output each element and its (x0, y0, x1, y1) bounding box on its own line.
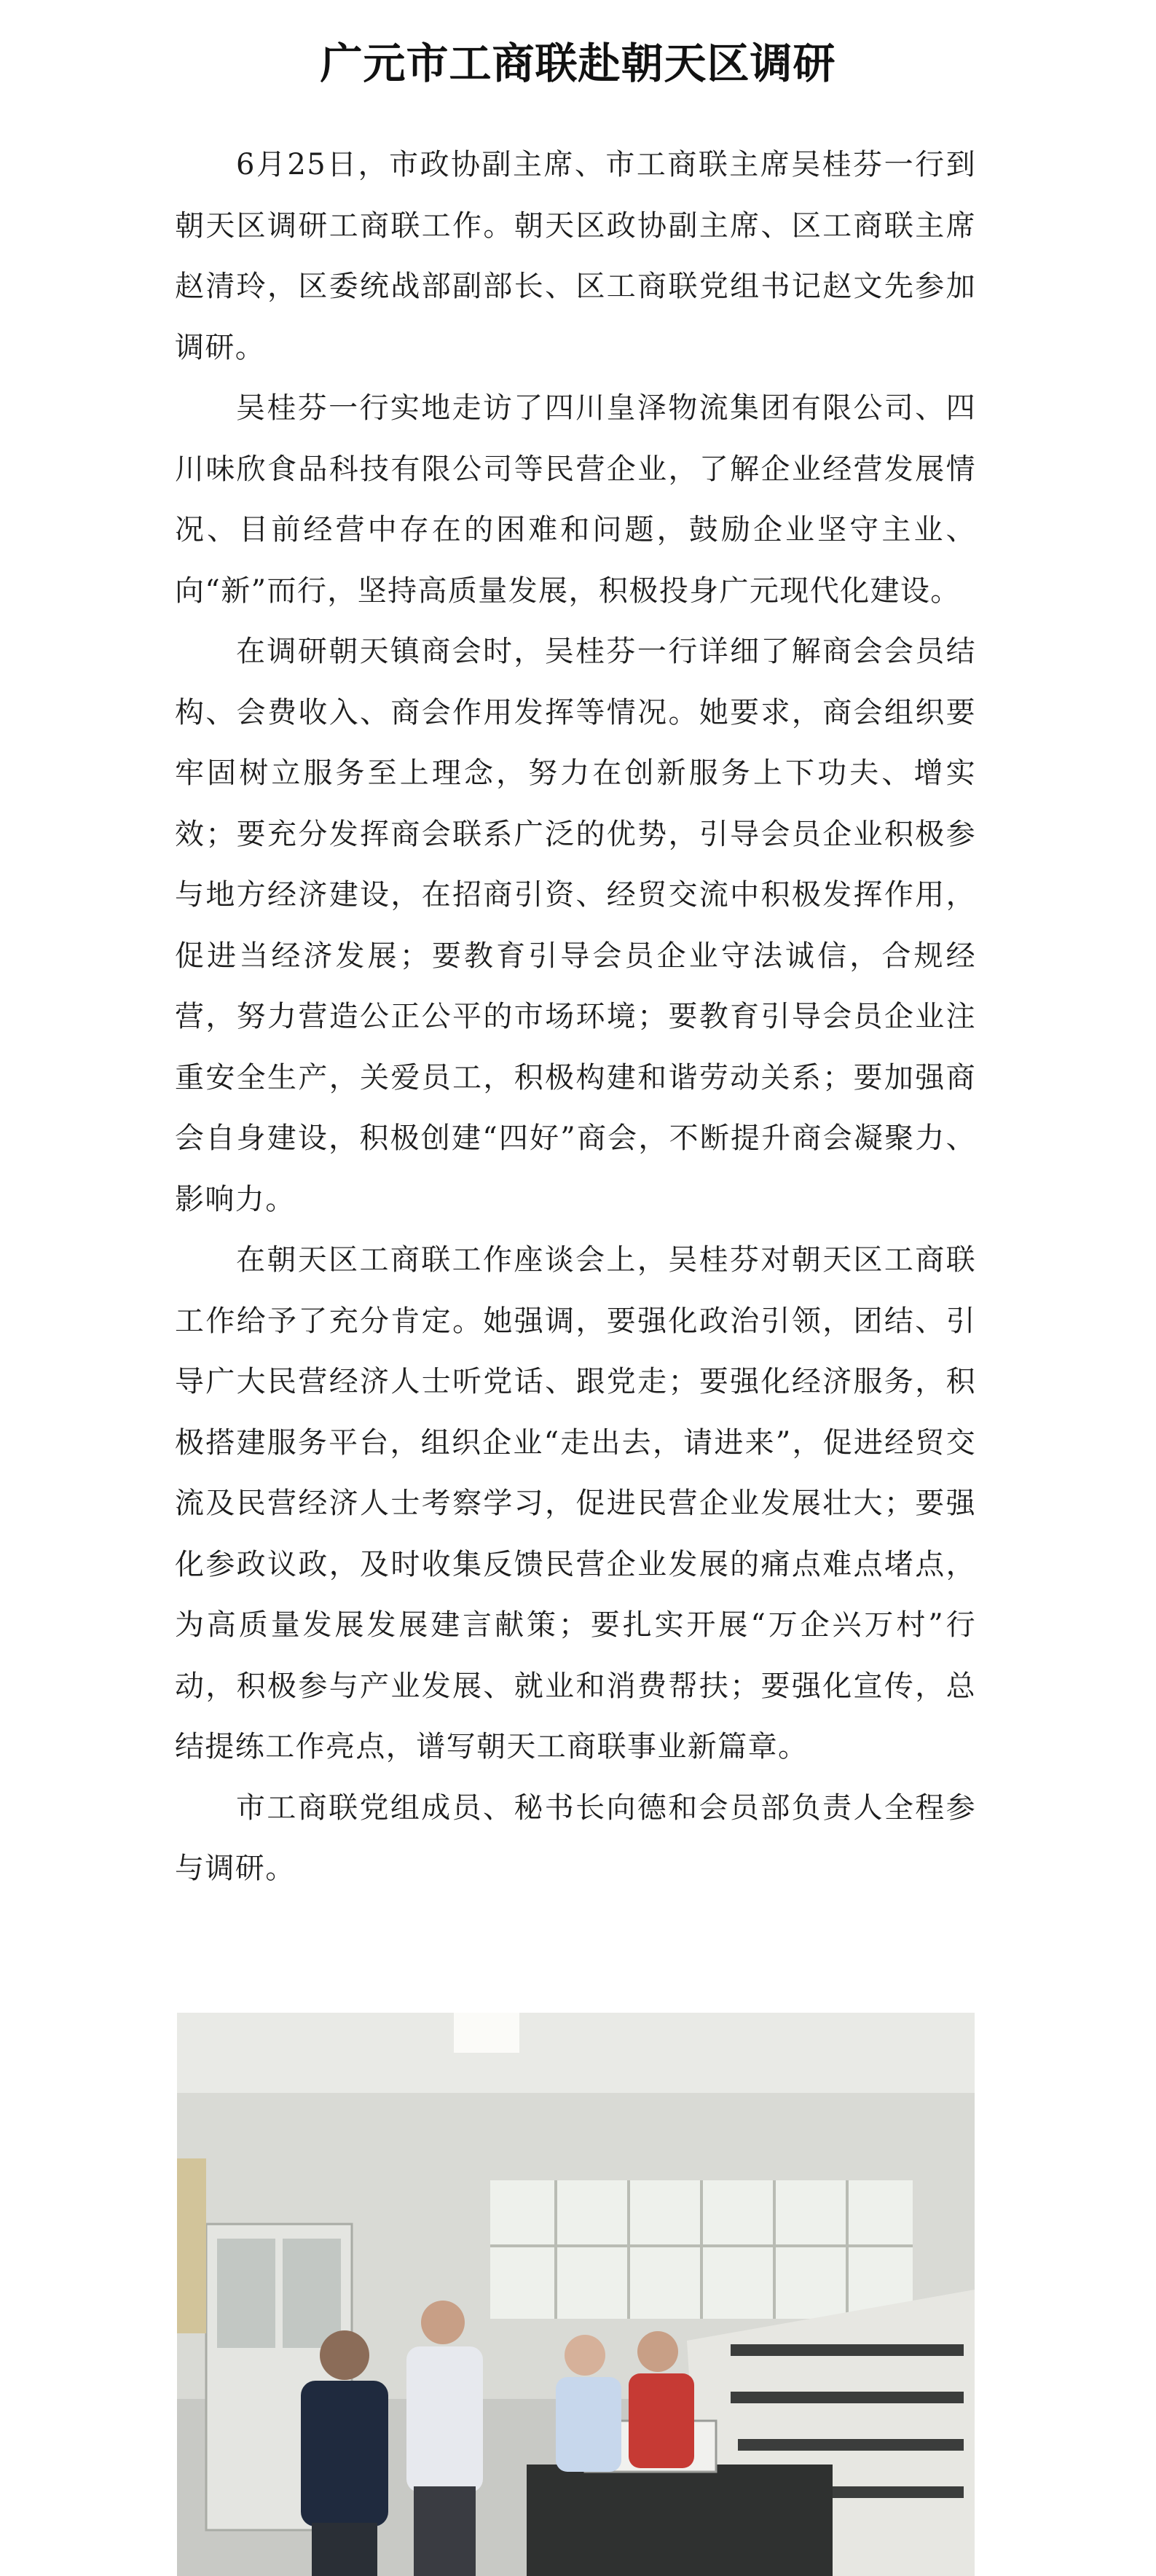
article-body (175, 135, 976, 1900)
paragraph-symposium: 在朝天区工商联工作座谈会上，吴桂芬对朝天区工商联工作给予了充分肯定。她强调，要强化政治引领，团结、引导广大民营经济人士听党话、跟党走；要强化经济服务，积极搭建服务平台，组织企业“走出去，请进来”，促进经贸交流及民营经济人士考察学习，促进民营企业发展壮大；要强化参政议政，及时收集反馈民营企业发展的痛点难点堵点，为高质量发展发展建言献策；要扎实开展“万企兴万村”行动，积极参与产业发展、就业和消费帮扶；要强化宣传，总结提练工作亮点，谱写朝天工商联事业新篇章。 (175, 1243, 976, 1763)
paragraph-chamber-survey: 在调研朝天镇商会时，吴桂芬一行详细了解商会会员结构、会费收入、商会作用发挥等情况。她要求，商会组织要牢固树立服务至上理念，努力在创新服务上下功夫、增实效；要充分发挥商会联系广泛的优势，引导会员企业积极参与地方经济建设，在招商引资、经贸交流中积极发挥作用，促进当经济发展；要教育引导会员企业守法诚信，合规经营，努力营造公正公平的市场环境；要教育引导会员企业注重安全生产，关爱员工，积极构建和谐劳动关系；要加强商会自身建设，积极创建“四好”商会，不断提升商会凝聚力、影响力。 (175, 635, 976, 1216)
article-title: 广元市工商联赴朝天区调研 (320, 38, 836, 88)
paragraph-participants: 市工商联党组成员、秘书长向德和会员部负责人全程参与调研。 (175, 1790, 976, 1885)
paragraph-enterprise-visit: 吴桂芬一行实地走访了四川皇泽物流集团有限公司、四川味欣食品科技有限公司等民营企业，了解企业经营发展情况、目前经营中存在的困难和问题，鼓励企业坚守主业、向“新”而行，坚持高质量发展，积极投身广元现代化建设。 (175, 391, 976, 608)
photo-cabinet-glass (283, 2239, 341, 2348)
photo-wall-poster (177, 2158, 206, 2333)
photo-ceiling-light (454, 2013, 519, 2053)
photo-ceiling (177, 2013, 975, 2100)
photo-cabinet-glass (217, 2239, 275, 2348)
photo-lab-bench (527, 2465, 833, 2576)
article-photo (177, 2013, 975, 2576)
paragraph-intro: 6月25日，市政协副主席、市工商联主席吴桂芬一行到朝天区调研工商联工作。朝天区政协副主席、区工商联主席赵清玲，区委统战部副部长、区工商联党组书记赵文先参加调研。 (175, 148, 976, 364)
